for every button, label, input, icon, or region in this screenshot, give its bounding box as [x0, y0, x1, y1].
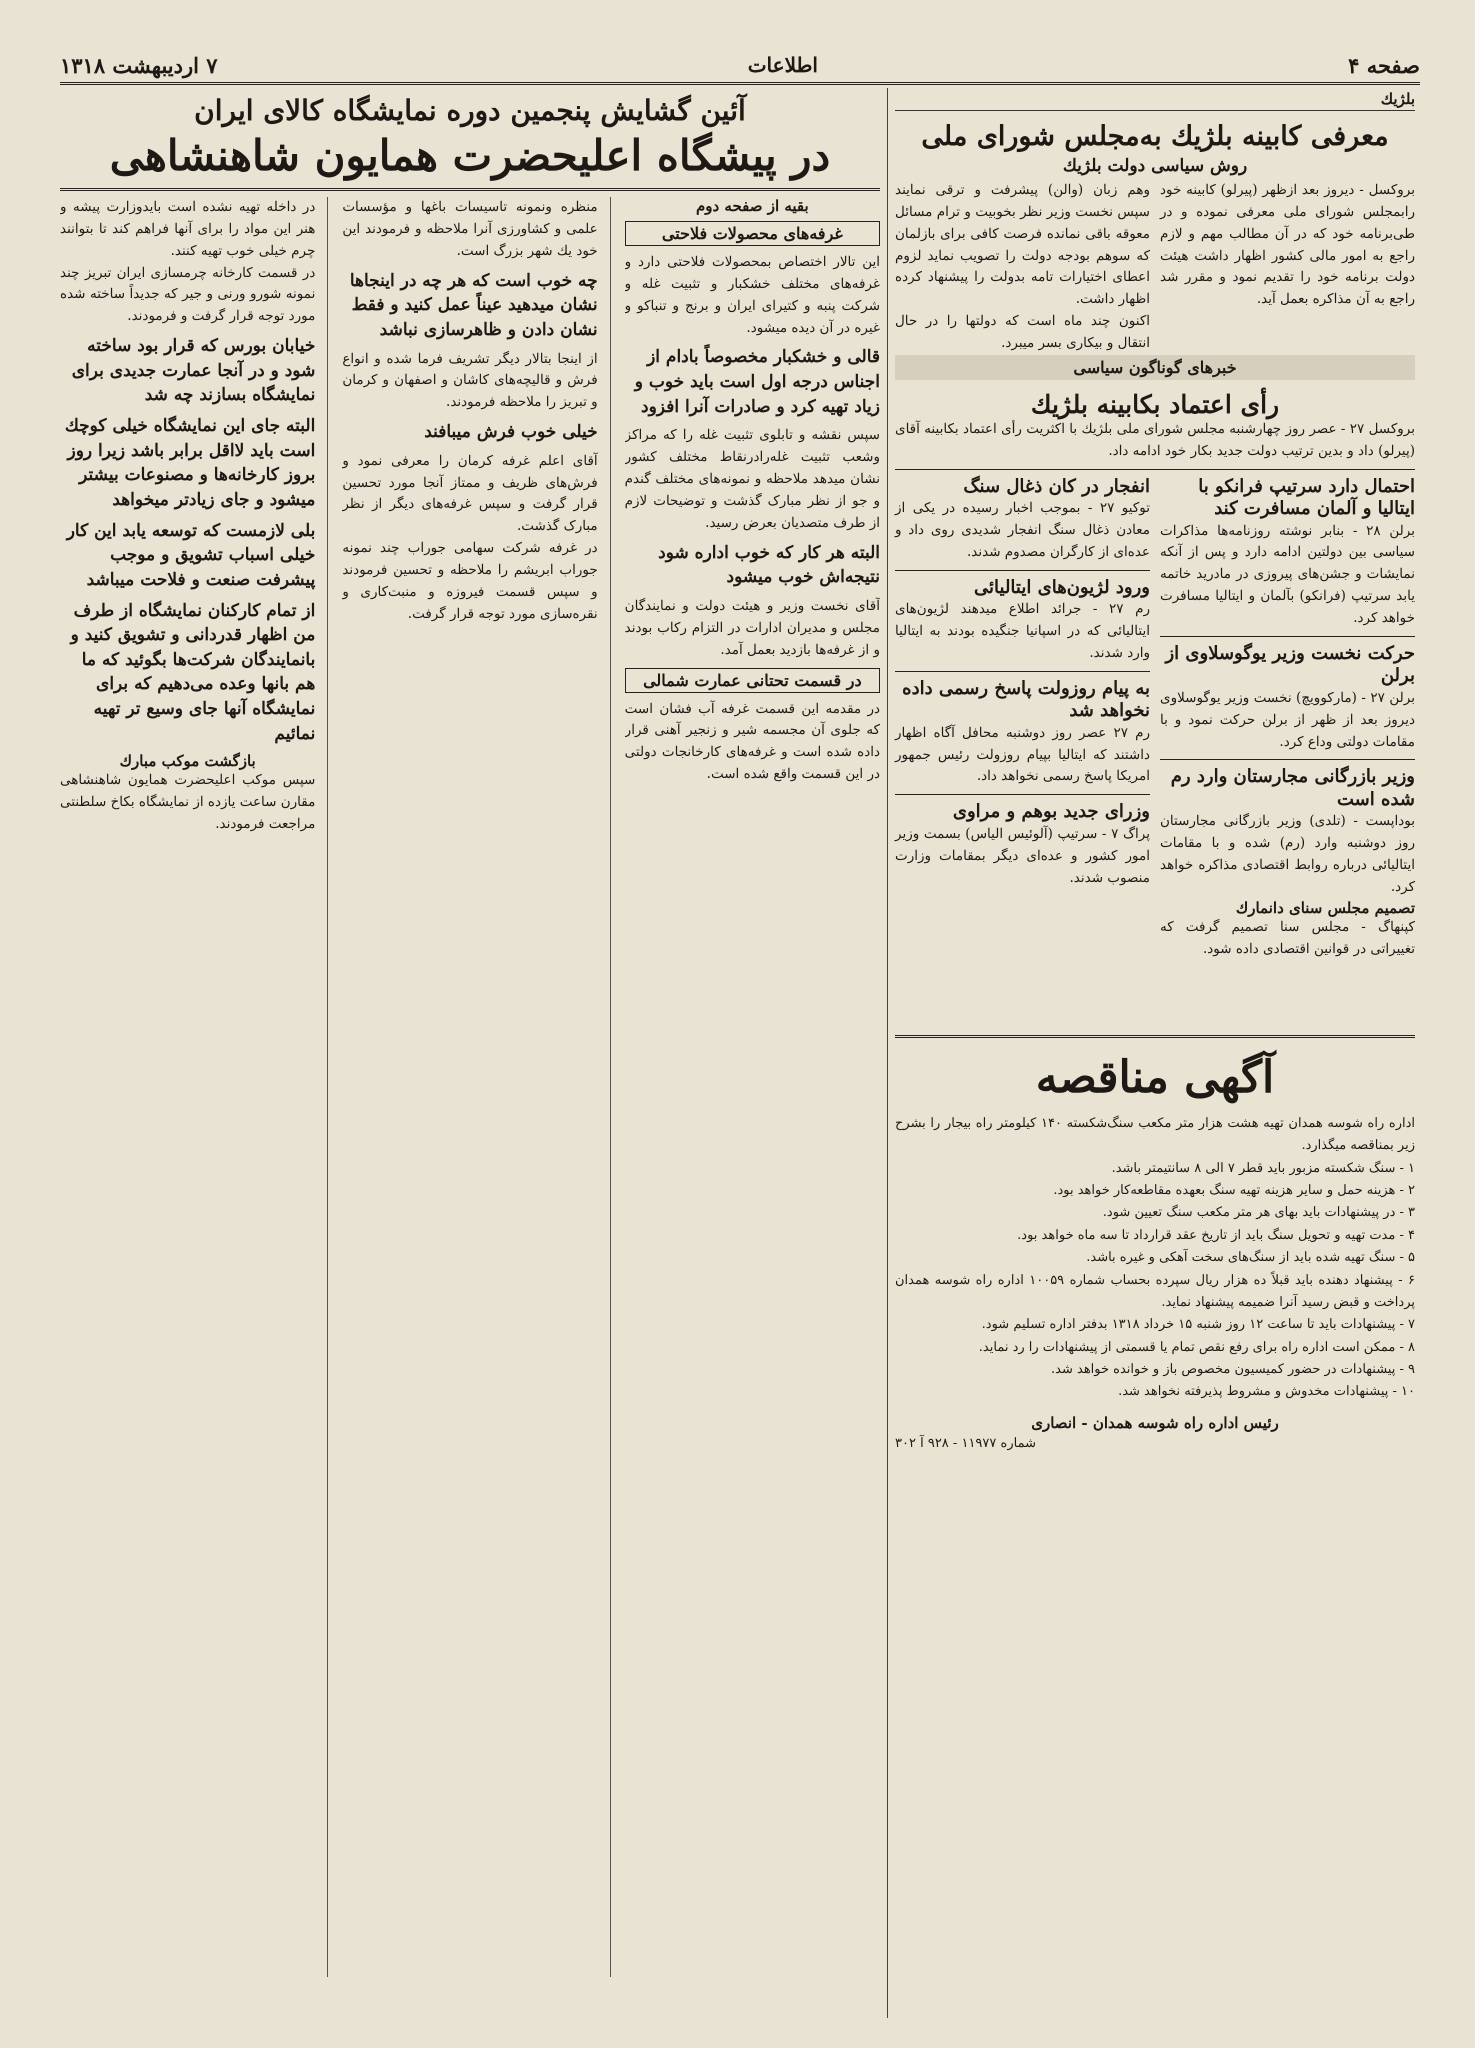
page-number: صفحه ۴	[1348, 52, 1420, 78]
divider	[1160, 636, 1415, 637]
brief-text: کپنهاگ - مجلس سنا تصمیم گرفت که تغییراتی در قوانین اقتصادی داده شود.	[1160, 918, 1415, 957]
belgium-article	[895, 180, 1415, 355]
article-text: منظره ونمونه تاسیسات باغها و مؤسسات علمی و کشاورزی آنرا ملاحظه و فرمودند این خود یك شهر بزرگ است.	[342, 199, 598, 259]
article-column-2	[342, 197, 610, 1977]
brief-text: رم ۲۷ عصر روز دوشنبه محافل آگاه اظهار داشتند که ایتالیا بپیام روزولت رئیس جمهور امریکا پاسخ رسمی نخواهد داد.	[895, 724, 1150, 785]
ad-item: ۲ - هزینه حمل و سایر هزینه تهیه سنگ بعهده مقاطعه‌کار خواهد بود.	[1053, 1183, 1415, 1199]
headline-confidence-vote: رأی اعتماد بکابینه بلژیك	[1030, 389, 1280, 419]
divider	[60, 188, 880, 191]
royal-quote: خیلی خوب فرش میبافند	[424, 422, 598, 443]
ad-reference: شماره ۱۱۹۷۷ - ۹۲۸ آ ۳۰۲	[895, 1435, 1036, 1451]
article-columns	[60, 197, 880, 1977]
ad-item: ۳ - در پیشنهادات باید بهای هر متر مکعب سنگ تعیین شود.	[1102, 1205, 1415, 1221]
brief-headline: وزیر بازرگانی مجارستان وارد رم شده است	[1170, 766, 1415, 810]
article-text: وهم زبان (والن) پیشرفت و ترقی نمایند سپس نخست وزیر نظر بخوبیت و ترام مسائل معوقه باقی نمانده فرصت کافی برای بازلمان که سوهم بودجه دولت را تصویب نماید لزوم اعطای اختیارات تامه بدولت را پیشنهاد کرده اظهار داشت.	[895, 182, 1150, 308]
divider	[895, 671, 1150, 672]
article-text: آقای اعلم غرفه کرمان را معرفی نمود و فرش‌های ظریف و ممتاز آنجا مورد تحسین قرار گرفت و سپس غرفه‌های دیگر از نظر مبارک گذشت.	[342, 452, 598, 535]
brief-headline: وزرای جدید بوهم و مراوی	[952, 801, 1150, 823]
divider	[895, 570, 1150, 571]
article-text: سپس موکب اعلیحضرت همایون شاهنشاهی مقارن ساعت یازده از نمایشگاه بکاخ سلطنتی مراجعت فرمودند.	[60, 772, 316, 833]
divider	[895, 469, 1415, 470]
article-text: بروکسل - دیروز بعد ازظهر (پیرلو) کابینه خود رابمجلس شورای ملی معرفی نموده و در طی‌برنامه خود که در آن مطالب مهم و لازم راجع به امور مالی کشور اظهار داشت هیئت دولت برنامه خود را تقدیم نمود و مقرر شد راجع به آن مذاکره بعمل آید.	[1160, 182, 1415, 308]
royal-quote: بلی لازمست که توسعه یابد این کار خیلی اسباب تشویق و موجب پیشرفت صنعت و فلاحت میباشد	[66, 520, 316, 590]
column-divider	[887, 88, 888, 2018]
royal-quote: البته جای این نمایشگاه خیلی کوچك است باید لااقل برابر باشد زیرا روز بروز کارخانه‌ها و مصنوعات بیشتر میشود و جای زیادتر میخواهد	[64, 416, 316, 510]
royal-quote: چه خوب است که هر چه در اینجاها نشان میدهید عیناً عمل کنید و فقط نشان دادن و ظاهرسازی نباشد	[349, 270, 598, 340]
ad-title: آگهی مناقصه	[1035, 1052, 1275, 1103]
divider	[895, 794, 1150, 795]
royal-quote: خیابان بورس که قرار بود ساخته شود و در آنجا عمارت جدیدی برای نمایشگاه بسازند چه شد	[71, 336, 316, 406]
royal-quote: از تمام کارکنان نمایشگاه از طرف من اظهار قدردانی و تشویق کنید و بانمایندگان شرکت‌ها بگوئید که ما هم بانها وعده می‌دهیم که برای نمایشگاه آنها جای وسیع تر تهیه نمائیم	[70, 600, 316, 744]
article-text: آقای نخست وزیر و هیئت دولت و نمایندگان مجلس و مدیران ادارات در التزام رکاب بودند و از غرفه‌ها بازدید بعمل آمد.	[624, 597, 880, 658]
ad-item: ۱۰ - پیشنهادات مخدوش و مشروط پذیرفته نخواهد شد.	[1118, 1384, 1415, 1400]
brief-headline: احتمال دارد سرتیپ فرانکو با ایتالیا و آلمان مسافرت کند	[1198, 475, 1415, 520]
ad-item: ۹ - پیشنهادات در حضور کمیسیون مخصوص باز و خوانده خواهد شد.	[1051, 1361, 1415, 1377]
article-text: در مقدمه این قسمت غرفه آب فشان است که جلوی آن مجسمه شیر و زنجیر آهنی قرار داده شده است و غرفه‌های کارخانجات دولتی در این قسمت واقع شده است.	[624, 700, 880, 783]
article-column-1	[625, 197, 880, 1977]
newspaper-name: اطلاعات	[747, 53, 818, 77]
ad-item: ۱ - سنگ شکسته مزبور باید قطر ۷ الی ۸ سانتیمتر باشد.	[1111, 1160, 1415, 1176]
article-text: در داخله تهیه نشده است بایدوزارت پیشه و هنر این مواد را برای آنها فراهم کند تا بتوانند چرم خیلی خوب تهیه کنند.	[60, 199, 316, 259]
brief-text: رم ۲۷ - جرائد اطلاع میدهند لژیون‌های ایتالیائی که در اسپانیا جنگیده بودند به ایتالیا وارد شدند.	[895, 601, 1150, 661]
main-headline: در پیشگاه اعلیحضرت همایون شاهنشاهی	[109, 131, 831, 180]
brief-headline: ورود لژیون‌های ایتالیائی	[974, 576, 1150, 598]
brief-headline: به پیام روزولت پاسخ رسمی داده نخواهد شد	[902, 677, 1150, 722]
article-text: اکنون چند ماه است که دولتها را در حال انتقال و بیکاری بسر میبرد.	[895, 313, 1150, 352]
article-text: در غرفه شرکت سهامی جوراب چند نمونه جوراب ابریشم را ملاحظه و تحسین فرمودند و سپس قسمت فیروزه و منبت‌کاری و نقره‌سازی مورد توجه قرار گرفت.	[342, 540, 598, 622]
ad-item: ۶ - پیشنهاد دهنده باید قبلاً ده هزار ریال سپرده بحساب شماره ۱۰۰۵۹ اداره راه شوسه همدان پرداخت و قبض رسید آنرا ضمیمه پیشنهاد نماید.	[895, 1272, 1415, 1310]
article-text: سپس نقشه و تابلوی تثبیت غله را که مراکز وشعب تثبیت غله‌رادرنقاط مختلف کشور نشان میدهد ملاحظه و نمونه‌های مختلف گندم و جو از نظر مبارک گذشت و توضیحات لازم از طرف متصدیان بعرض رسید.	[624, 427, 880, 531]
tender-advertisement	[895, 1035, 1415, 2023]
main-headline-top: آئین گشایش پنجمین دوره نمایشگاه کالای ایران	[194, 94, 746, 127]
brief-text: برلن ۲۷ - (مارکوویچ) نخست وزیر یوگوسلاوی دیروز بعد از ظهر از برلن حرکت نمود و با مقامات دولتی وداع کرد.	[1160, 689, 1415, 750]
brief-text: بوداپست - (تلدی) وزیر بازرگانی مجارستان روز دوشنبه وارد (رم) شده و با مقامات ایتالیائی درباره روابط اقتصادی مذاکره خواهد کرد.	[1160, 813, 1415, 896]
subhead-belgium: روش سیاسی دولت بلژیك	[1062, 156, 1248, 176]
brief-headline: تصمیم مجلس سنای دانمارك	[1235, 898, 1415, 917]
royal-quote: البته هر کار که خوب اداره شود نتیجه‌اش خوب میشود	[658, 542, 880, 588]
subsection-heading: در قسمت تحتانی عمارت شمالی	[625, 668, 880, 693]
closing-heading: بازگشت موکب مبارك	[119, 752, 256, 771]
continuation-note: بقیه از صفحه دوم	[696, 197, 809, 215]
royal-quote: قالی و خشکبار مخصوصاً بادام از اجناس درجه اول است باید خوب و زیاد تهیه کرد و صادرات آنرا افزود	[634, 347, 880, 417]
ad-signature: رئیس اداره راه شوسه همدان - انصاری	[1031, 1413, 1279, 1432]
brief-headline: انفجار در کان ذغال سنگ	[963, 475, 1150, 497]
brief-text: پراگ ۷ - سرتیپ (آلوئیس الیاس) بسمت وزیر امور کشور و عده‌ای دیگر بمقامات وزارت منصوب شدند.	[895, 825, 1150, 886]
brief-text: برلن ۲۸ - بنابر نوشته روزنامه‌ها مذاکرات سیاسی بین دولتین ادامه دارد و پس از آنکه نمایشات و جشن‌های پیروزی در مادرید خاتمه یابد سرتیپ (فرانکو) بآلمان و ایتالیا مسافرت خواهد کرد.	[1160, 522, 1415, 627]
article-column-3	[60, 197, 328, 1977]
ad-item: ۵ - سنگ تهیه شده باید از سنگ‌های سخت آهکی و غیره باشد.	[1086, 1250, 1415, 1266]
main-article	[60, 88, 880, 2018]
ad-item: ۴ - مدت تهیه و تحویل سنگ باید از تاریخ عقد قرارداد تا سه ماه خواهد بود.	[1017, 1227, 1415, 1243]
news-band: خبرهای گوناگون سیاسی	[895, 355, 1415, 380]
article-text: این تالار اختصاص بمحصولات فلاحتی دارد و غرفه‌های مختلف خشکبار و تثبیت غله و شرکت پنبه و کتیرای ایران و برنج و تنباکو و غیره در آن دیده میشود.	[624, 254, 880, 336]
article-text: از اینجا بتالار دیگر تشریف فرما شده و انواع فرش و قالیچه‌های کاشان و اصفهان و کرمان و تبریز را ملاحظه فرمودند.	[342, 350, 598, 411]
section-label: بلژیك	[895, 88, 1415, 111]
divider	[1160, 759, 1415, 760]
ad-item: ۷ - پیشنهادات باید تا ساعت ۱۲ روز شنبه ۱۵ خرداد ۱۳۱۸ بدفتر اداره تسلیم شود.	[981, 1317, 1415, 1333]
subsection-heading: غرفه‌های محصولات فلاحتی	[625, 221, 880, 246]
article-text: بروکسل ۲۷ - عصر روز چهارشنبه مجلس شورای ملی بلژیك با اکثریت رأی اعتماد بکابینه آقای (پیرلو) داد و بدین ترتیب دولت جدید بکار خود ادامه داد.	[895, 420, 1415, 459]
brief-headline: حرکت نخست وزیر یوگوسلاوی از برلن	[1165, 642, 1415, 687]
issue-date: ۷ اردیبهشت ۱۳۱۸	[60, 52, 218, 78]
news-briefs	[895, 476, 1415, 961]
ad-intro: اداره راه شوسه همدان تهیه هشت هزار متر مکعب سنگ‌شکسته ۱۴۰ کیلومتر راه بیجار را بشرح زیر بمناقصه میگذارد.	[895, 1116, 1415, 1154]
headline-belgium: معرفی کابینه بلژیك به‌مجلس شورای ملی	[921, 121, 1389, 152]
article-text: در قسمت کارخانه چرمسازی ایران تبریز چند نمونه شورو ورنی و جیر که جدیداً ساخته شده مورد توجه قرار گرفت و فرمودند.	[60, 264, 316, 325]
ad-item: ۸ - ممکن است اداره راه برای رفع نقص تمام یا قسمتی از پیشنهادات را رد نماید.	[978, 1339, 1415, 1355]
masthead	[60, 48, 1420, 85]
brief-text: توکیو ۲۷ - بموجب اخبار رسیده در یکی از معادن ذغال سنگ انفجار شدیدی روی داد و عده‌ای از کارگران مصدوم شدند.	[895, 500, 1150, 560]
